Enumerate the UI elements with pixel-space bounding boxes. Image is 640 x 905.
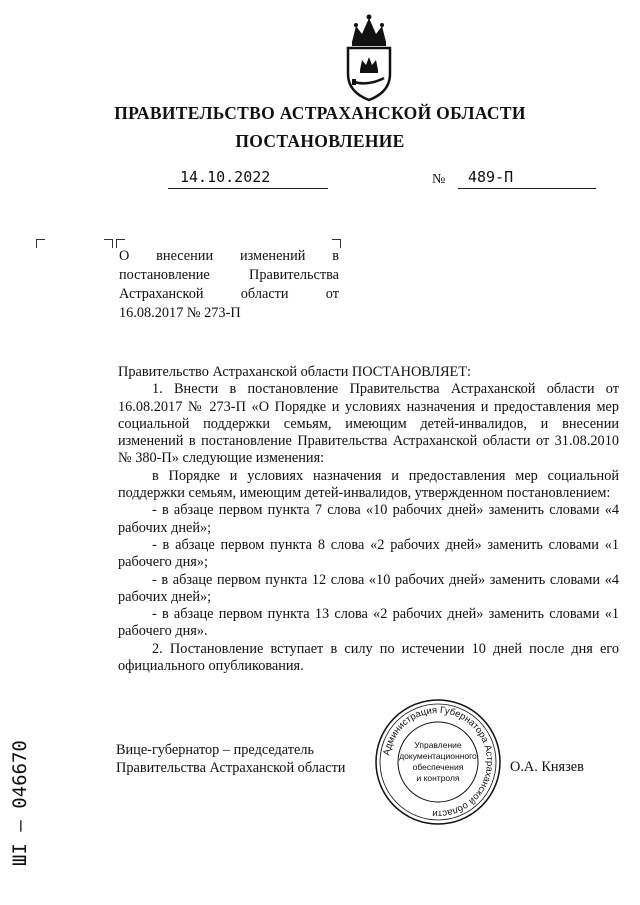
document-date: 14.10.2022 xyxy=(168,168,328,189)
body-item-2: 2. Постановление вступает в силу по истечении 10 дней после дня его официального опубликования. xyxy=(118,640,619,675)
body-preamble: Правительство Астраханской области ПОСТАНОВЛЯЕТ: xyxy=(118,364,471,380)
document-type: ПОСТАНОВЛЕНИЕ xyxy=(235,131,405,151)
stamp-center-line-1: Управление xyxy=(414,740,462,750)
document-number: 489-П xyxy=(458,168,596,189)
organization-title: ПРАВИТЕЛЬСТВО АСТРАХАНСКОЙ ОБЛАСТИ xyxy=(114,103,526,123)
signatory-name: О.А. Князев xyxy=(510,759,584,775)
stamp-center-line-4: и контроля xyxy=(416,773,460,783)
signatory-title xyxy=(116,742,345,777)
signatory-title-line-2: Правительства Астраханской области xyxy=(116,759,346,776)
document-subject: О внесении изменений в постановление Правительства Астраханской области от 16.08.2017 № 273-П xyxy=(119,248,339,321)
stamp-center-line-3: обеспечения xyxy=(412,762,464,772)
coat-of-arms-emblem xyxy=(342,12,396,102)
body-item-1: 1. Внести в постановление Правительства Астраханской области от 16.08.2017 № 273-П «О Порядке и условиях назначения и предоставления мер социальной поддержки семьям, имеющим детей-инвалидов, и внесении изменений в постановление Правительства Астраханской области от 31.08.2010 № 380-П» следующие изменения: xyxy=(118,381,619,467)
body-change-2: - в абзаце первом пункта 8 слова «2 рабочих дней» заменить словами «1 рабочего дня»; xyxy=(118,536,619,571)
official-stamp xyxy=(373,697,503,827)
signatory-title-line-1: Вице-губернатор – председатель xyxy=(116,742,315,758)
body-item-1-intro: в Порядке и условиях назначения и предоставления мер социальной поддержки семьям, имеющим детей-инвалидов, утвержденном постановлением: xyxy=(118,467,619,502)
body-change-4: - в абзаце первом пункта 13 слова «2 рабочих дней» заменить словами «1 рабочего дня». xyxy=(118,606,619,640)
form-serial-number xyxy=(4,718,34,868)
number-label: № xyxy=(432,172,446,187)
body-change-1: - в абзаце первом пункта 7 слова «10 рабочих дней» заменить словами «4 рабочих дней»; xyxy=(118,502,619,536)
stamp-center-line-2: документационного xyxy=(399,751,477,761)
corner-mark-inner-left xyxy=(104,239,113,248)
corner-mark-left xyxy=(36,239,45,248)
form-serial-text: ШI – 046670 xyxy=(9,740,31,866)
body-change-3: - в абзаце первом пункта 12 слова «10 рабочих дней» заменить словами «4 рабочих дней»; xyxy=(118,571,619,605)
document-body xyxy=(118,364,619,675)
stamp-ring-text: Администрация Губернатора Астраханской области xyxy=(381,704,496,820)
